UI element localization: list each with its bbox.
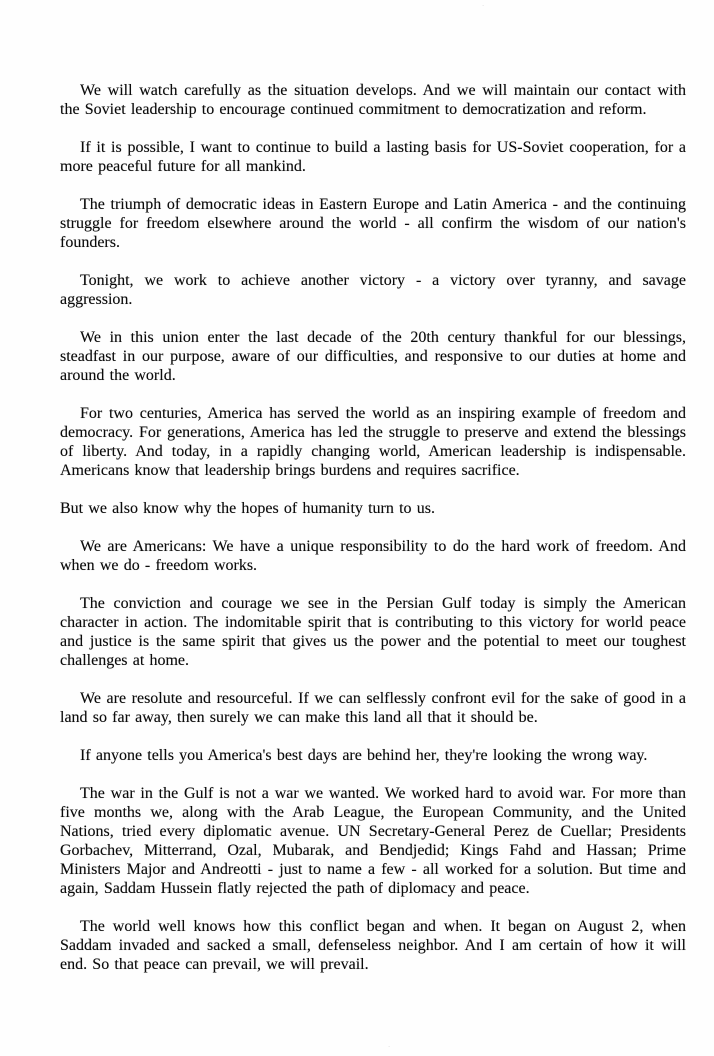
paragraph-triumph-democratic-ideas: The triumph of democratic ideas in Eastern Europe and Latin America - and the continuing struggle for freedom elsewhere around the world - all confirm the wisdom of our nation's founders. <box>60 196 686 251</box>
paragraph-tonight-victory: Tonight, we work to achieve another victory - a victory over tyranny, and savage aggression. <box>60 272 686 308</box>
paragraph-persian-gulf-conviction: The conviction and courage we see in the Persian Gulf today is simply the American character in action. The indomitable spirit that is contributing to this victory for world peace and justice is the same spirit that gives us the power and the potential to meet our toughest challenges at home. <box>60 595 686 669</box>
paragraph-we-are-americans: We are Americans: We have a unique responsibility to do the hard work of freedom. And when we do - freedom works. <box>60 538 686 574</box>
paragraph-two-centuries: For two centuries, America has served the world as an inspiring example of freedom and democracy. For generations, America has led the struggle to preserve and extend the blessings of liberty. And today, in a rapidly changing world, American leadership is indispensable. Americans know that leadership brings burdens and requires sacrifice. <box>60 405 686 479</box>
paragraph-us-soviet-cooperation: If it is possible, I want to continue to build a lasting basis for US-Soviet cooperation, for a more peaceful future for all mankind. <box>60 139 686 175</box>
paragraph-best-days: If anyone tells you America's best days are behind her, they're looking the wrong way. <box>80 747 648 764</box>
paragraph-last-decade: We in this union enter the last decade of the 20th century thankful for our blessings, steadfast in our purpose, aware of our difficulties, and responsive to our duties at home and around the world. <box>60 329 686 384</box>
scan-artifact-top: · <box>482 2 485 10</box>
paragraph-hopes-of-humanity: But we also know why the hopes of humanity turn to us. <box>60 500 435 517</box>
speech-text-body <box>60 81 686 974</box>
paragraph-war-in-gulf: The war in the Gulf is not a war we wanted. We worked hard to avoid war. For more than five months we, along with the Arab League, the European Community, and the United Nations, tried every diplomatic avenue. UN Secretary-General Perez de Cuellar; Presidents Gorbachev, Mitterrand, Ozal, Mubarak, and Bendjedid; Kings Fahd and Hassan; Prime Ministers Major and Andreotti - just to name a few - all worked for a solution. But time and again, Saddam Hussein flatly rejected the path of diplomacy and peace. <box>60 785 686 897</box>
paragraph-resolute-resourceful: We are resolute and resourceful. If we can selflessly confront evil for the sake of good in a land so far away, then surely we can make this land all that it should be. <box>60 690 686 726</box>
paragraph-soviet-contact: We will watch carefully as the situation develops. And we will maintain our contact with the Soviet leadership to encourage continued commitment to democratization and reform. <box>60 82 686 118</box>
scan-artifact-bottom: · <box>388 1043 391 1051</box>
paragraph-conflict-began: The world well knows how this conflict began and when. It began on August 2, when Saddam invaded and sacked a small, defenseless neighbor. And I am certain of how it will end. So that peace can prevail, we will prevail. <box>60 918 686 973</box>
